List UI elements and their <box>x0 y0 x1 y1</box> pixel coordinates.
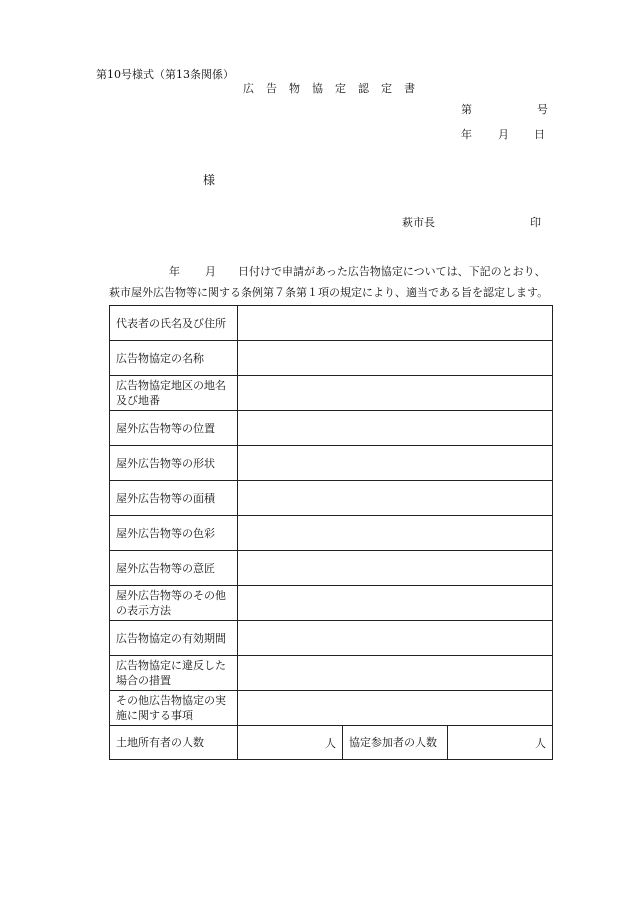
row-value-field[interactable] <box>238 376 553 411</box>
seal-mark: 印 <box>530 216 541 229</box>
row-label: 屋外広告物等のその他の表示方法 <box>110 586 238 621</box>
number-suffix: 号 <box>537 103 548 116</box>
row-value-field[interactable] <box>238 341 553 376</box>
row-label: 広告物協定に違反した場合の措置 <box>110 656 238 691</box>
participants-unit: 人 <box>535 736 547 750</box>
row-label: 屋外広告物等の形状 <box>110 446 238 481</box>
body-text-line2: 萩市屋外広告物等に関する条例第７条第１項の規定により、適当である旨を認定します。 <box>109 286 549 299</box>
row-label: 屋外広告物等の位置 <box>110 411 238 446</box>
body-text-line1: 日付けで申請があった広告物協定については、下記のとおり、 <box>238 265 546 278</box>
row-value-field[interactable] <box>238 656 553 691</box>
row-value-field[interactable] <box>238 446 553 481</box>
participants-count-field[interactable] <box>448 726 553 760</box>
body-year: 年 <box>169 265 180 278</box>
table-row <box>110 446 553 481</box>
row-value-field[interactable] <box>238 551 553 586</box>
date-month: 月 <box>498 128 509 141</box>
recipient-honorific: 様 <box>203 173 216 187</box>
table-row <box>110 411 553 446</box>
number-prefix: 第 <box>461 103 472 116</box>
row-label: 広告物協定の有効期間 <box>110 621 238 656</box>
row-value-field[interactable] <box>238 306 553 341</box>
certification-table <box>109 305 553 760</box>
table-row <box>110 656 553 691</box>
row-label: 屋外広告物等の面積 <box>110 481 238 516</box>
title-char: 告 <box>266 82 277 95</box>
row-label: 代表者の氏名及び住所 <box>110 306 238 341</box>
title-char: 書 <box>404 82 415 95</box>
date-day: 日 <box>534 128 545 141</box>
table-row <box>110 306 553 341</box>
title-char: 物 <box>289 82 300 95</box>
body-month: 月 <box>205 265 216 278</box>
table-row <box>110 586 553 621</box>
title-char: 定 <box>335 82 346 95</box>
row-label: 広告物協定地区の地名及び地番 <box>110 376 238 411</box>
landowners-count-field[interactable] <box>238 726 343 760</box>
date-year: 年 <box>461 128 472 141</box>
table-row <box>110 621 553 656</box>
row-label: 屋外広告物等の色彩 <box>110 516 238 551</box>
landowners-label: 土地所有者の人数 <box>110 726 238 760</box>
form-number: 第10号様式（第13条関係） <box>96 68 234 81</box>
table-row <box>110 551 553 586</box>
row-label: 屋外広告物等の意匠 <box>110 551 238 586</box>
row-value-field[interactable] <box>238 516 553 551</box>
document-title <box>243 80 427 96</box>
row-value-field[interactable] <box>238 621 553 656</box>
table-row-counts <box>110 726 553 760</box>
title-char: 認 <box>358 82 369 95</box>
issuer-name: 萩市長 <box>402 216 435 229</box>
table-row <box>110 376 553 411</box>
table-row <box>110 481 553 516</box>
row-label: その他広告物協定の実施に関する事項 <box>110 691 238 726</box>
title-char: 協 <box>312 82 323 95</box>
row-label: 広告物協定の名称 <box>110 341 238 376</box>
row-value-field[interactable] <box>238 691 553 726</box>
participants-label: 協定参加者の人数 <box>343 726 448 760</box>
title-char: 定 <box>381 82 392 95</box>
row-value-field[interactable] <box>238 481 553 516</box>
table-row <box>110 516 553 551</box>
row-value-field[interactable] <box>238 586 553 621</box>
title-char: 広 <box>243 82 254 95</box>
table-row <box>110 341 553 376</box>
table-row <box>110 691 553 726</box>
row-value-field[interactable] <box>238 411 553 446</box>
landowners-unit: 人 <box>325 736 336 750</box>
